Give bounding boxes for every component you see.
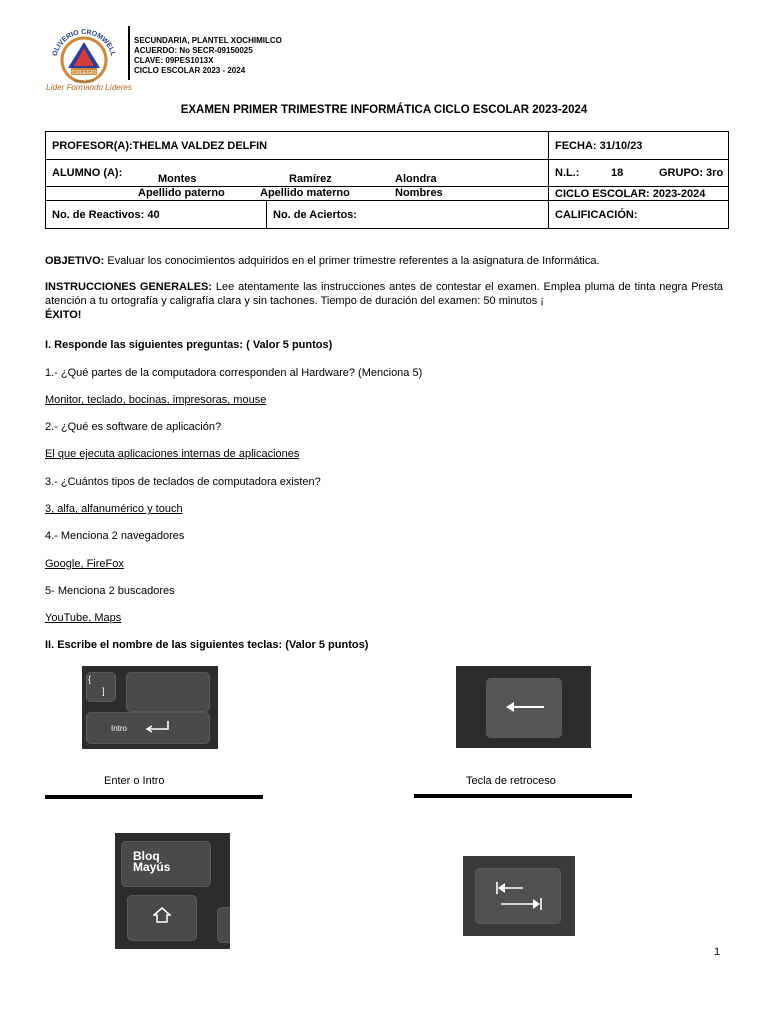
enter-key-top: [126, 672, 210, 712]
shift-key-cap: [127, 895, 197, 941]
student-info-table: [45, 131, 729, 229]
apellido-materno-value: Ramírez: [289, 173, 332, 185]
key-answer-1: Enter o Intro: [104, 775, 165, 787]
ciclo-cell: CICLO ESCOLAR: 2023-2024: [549, 187, 729, 201]
section-2-heading: II. Escribe el nombre de las siguientes teclas: (Valor 5 puntos): [45, 639, 369, 651]
objetivo: OBJETIVO: Evaluar los conocimientos adquiridos en el primer trimestre referentes a la asignatura de Informática.: [45, 255, 600, 267]
instrucciones: INSTRUCCIONES GENERALES: Lee atentamente las instrucciones antes de contestar el examen. Emplea pluma de tinta negra Presta atención a tu ortografía y caligrafía clara y sin tachones. Tiempo de duración del examen: 50 minutos ¡ ÉXITO!: [45, 281, 723, 321]
answer-3: 3, alfa, alfanumérico y touch: [45, 503, 183, 515]
backspace-key-cap: [486, 678, 562, 738]
page-number: 1: [714, 946, 721, 958]
enter-key-image: [82, 666, 218, 749]
header-divider: [128, 26, 130, 80]
answer-line-1: [45, 795, 263, 799]
label-paterno: Apellido paterno: [138, 187, 225, 199]
school-line: CLAVE: 09PES1013X: [134, 56, 214, 65]
school-info: [134, 36, 282, 76]
calificacion-cell: CALIFICACIÓN:: [549, 201, 729, 229]
fecha-cell: FECHA: 31/10/23: [549, 132, 729, 160]
nombres-value: Alondra: [395, 173, 437, 185]
answer-5: YouTube, Maps: [45, 612, 122, 624]
exam-title: EXAMEN PRIMER TRIMESTRE INFORMÁTICA CICLO ESCOLAR 2023-2024: [180, 104, 588, 116]
reactivos-cell: No. de Reactivos: 40: [46, 201, 267, 229]
question-2: 2.- ¿Qué es software de aplicación?: [45, 421, 222, 433]
school-line: SECUNDARIA, PLANTEL XOCHIMILCO: [134, 36, 282, 45]
tab-key-image: [463, 856, 575, 936]
question-3: 3.- ¿Cuántos tipos de teclados de computadora existen?: [45, 476, 321, 488]
school-line: ACUERDO: No SECR-09150025: [134, 46, 253, 55]
grupo-value: GRUPO: 3ro: [659, 167, 724, 179]
school-logo: [46, 24, 122, 92]
nl-grupo-cell: N.L.: 18 GRUPO: 3ro: [549, 160, 729, 187]
section-1-heading: I. Responde las siguientes preguntas: ( Valor 5 puntos): [45, 339, 333, 351]
enter-key-bottom: Intro: [86, 712, 210, 744]
enter-arrow-icon: [144, 720, 170, 734]
bracket-key: { ]: [86, 672, 116, 702]
label-nombres: Nombres: [395, 187, 443, 199]
school-line: CICLO ESCOLAR 2023 - 2024: [134, 66, 246, 75]
logo-ring-text: OLIVERIO CROMWELL: [51, 28, 117, 58]
alumno-cell: ALUMNO (A): Montes Ramírez Alondra: [46, 160, 549, 187]
label-materno: Apellido materno: [260, 187, 350, 199]
backspace-key-image: [456, 666, 591, 748]
tab-arrows-icon: [493, 878, 545, 914]
question-4: 4.- Menciona 2 navegadores: [45, 530, 185, 542]
name-labels-cell: [46, 187, 549, 201]
apellido-paterno-value: Montes: [158, 173, 197, 185]
side-key-cap: [217, 907, 230, 943]
key-answer-2: Tecla de retroceso: [466, 775, 556, 787]
home-shift-icon: [153, 907, 171, 923]
answer-2: El que ejecuta aplicaciones internas de aplicaciones: [45, 448, 300, 460]
question-1: 1.- ¿Qué partes de la computadora corresponden al Hardware? (Menciona 5): [45, 367, 423, 379]
answer-line-2: [414, 794, 632, 798]
logo-ribbon: COLEGIO: [71, 70, 97, 76]
backspace-arrow-icon: [504, 700, 546, 714]
caps-lock-key-image: [115, 833, 230, 949]
logo-since: Since 1970: [73, 78, 95, 83]
tab-key-cap: [475, 868, 561, 924]
answer-1: Monitor, teclado, bocinas, impresoras, mouse: [45, 394, 267, 406]
question-5: 5- Menciona 2 buscadores: [45, 585, 175, 597]
nl-value: 18: [611, 167, 624, 179]
caps-lock-key-cap: Bloq Mayús: [121, 841, 211, 887]
profesor-cell: PROFESOR(A):THELMA VALDEZ DELFIN: [46, 132, 549, 160]
aciertos-cell: No. de Aciertos:: [267, 201, 549, 229]
answer-4: Google, FireFox: [45, 558, 124, 570]
school-motto: Líder Formando Líderes: [46, 83, 132, 92]
